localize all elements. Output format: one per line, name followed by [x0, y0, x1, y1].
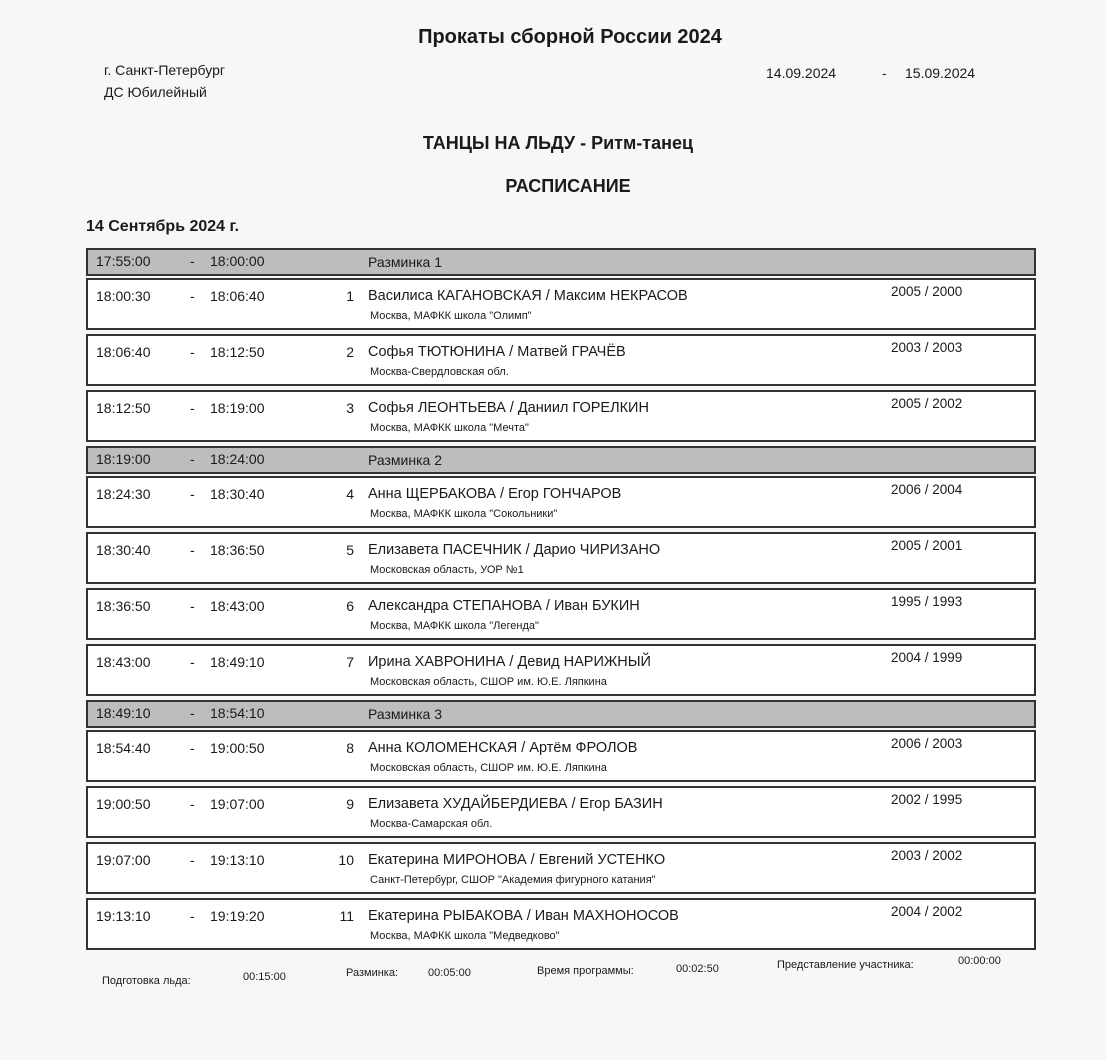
couple-names: Елизавета ХУДАЙБЕРДИЕВА / Егор БАЗИН: [368, 796, 663, 812]
club: Москва, МАФКК школа "Сокольники": [370, 508, 558, 520]
start-time: 18:00:30: [96, 288, 151, 304]
start-time: 19:00:50: [96, 796, 151, 812]
birth-years: 2003 / 2002: [891, 848, 963, 863]
time-dash: -: [190, 288, 195, 304]
time-dash: -: [190, 344, 195, 360]
start-time: 18:24:30: [96, 486, 151, 502]
start-time: 18:49:10: [96, 705, 151, 721]
start-number: 11: [339, 908, 354, 924]
club: Москва-Самарская обл.: [370, 818, 493, 830]
start-time: 18:36:50: [96, 598, 151, 614]
warmup-value: 00:05:00: [428, 967, 471, 979]
ice-prep-label: Подготовка льда:: [102, 975, 191, 987]
intro-value: 00:00:00: [958, 955, 1001, 967]
time-dash: -: [190, 451, 195, 467]
start-time: 17:55:00: [96, 253, 151, 269]
start-time: 18:19:00: [96, 451, 151, 467]
club: Москва, МАФКК школа "Медведково": [370, 930, 560, 942]
time-dash: -: [190, 705, 195, 721]
end-time: 18:24:00: [210, 451, 265, 467]
warmup-label: Разминка 3: [368, 706, 442, 722]
skater-row: [86, 334, 1036, 386]
couple-names: Ирина ХАВРОНИНА / Девид НАРИЖНЫЙ: [368, 654, 651, 670]
time-dash: -: [190, 598, 195, 614]
end-time: 18:06:40: [210, 288, 265, 304]
start-number: 6: [346, 598, 354, 614]
end-time: 18:54:10: [210, 705, 265, 721]
intro-label: Представление участника:: [777, 959, 914, 971]
start-time: 18:43:00: [96, 654, 151, 670]
couple-names: Александра СТЕПАНОВА / Иван БУКИН: [368, 598, 640, 614]
couple-names: Василиса КАГАНОВСКАЯ / Максим НЕКРАСОВ: [368, 288, 688, 304]
club: Москва-Свердловская обл.: [370, 366, 509, 378]
birth-years: 2003 / 2003: [891, 340, 963, 355]
warmup-label: Разминка 1: [368, 254, 442, 270]
skater-row: [86, 476, 1036, 528]
schedule-table: [86, 248, 1036, 954]
start-time: 19:07:00: [96, 852, 151, 868]
club: Москва, МАФКК школа "Мечта": [370, 422, 529, 434]
ice-prep-value: 00:15:00: [243, 971, 286, 983]
skater-row: [86, 644, 1036, 696]
skater-row: [86, 278, 1036, 330]
couple-names: Анна КОЛОМЕНСКАЯ / Артём ФРОЛОВ: [368, 740, 638, 756]
start-time: 19:13:10: [96, 908, 151, 924]
warmup-label: Разминка 2: [368, 452, 442, 468]
program-value: 00:02:50: [676, 963, 719, 975]
end-time: 19:13:10: [210, 852, 265, 868]
birth-years: 2006 / 2004: [891, 482, 963, 497]
warmup-row: [86, 248, 1036, 276]
time-dash: -: [190, 400, 195, 416]
warmup-label: Разминка:: [346, 967, 399, 979]
club: Москва, МАФКК школа "Легенда": [370, 620, 539, 632]
venue: ДС Юбилейный: [104, 84, 207, 100]
birth-years: 2004 / 2002: [891, 904, 963, 919]
skater-row: [86, 898, 1036, 950]
end-time: 19:19:20: [210, 908, 265, 924]
skater-row: [86, 730, 1036, 782]
end-time: 18:19:00: [210, 400, 265, 416]
time-dash: -: [190, 654, 195, 670]
skater-row: [86, 390, 1036, 442]
date-from: 14.09.2024: [766, 65, 837, 81]
club: Москва, МАФКК школа "Олимп": [370, 310, 532, 322]
club: Санкт-Петербург, СШОР "Академия фигурного катания": [370, 874, 656, 886]
birth-years: 2005 / 2001: [891, 538, 963, 553]
skater-row: [86, 588, 1036, 640]
skater-row: [86, 786, 1036, 838]
start-number: 10: [338, 852, 354, 868]
start-time: 18:12:50: [96, 400, 151, 416]
start-number: 7: [346, 654, 354, 670]
document-title: Прокаты сборной России 2024: [418, 26, 722, 48]
start-time: 18:30:40: [96, 542, 151, 558]
schedule-heading: РАСПИСАНИЕ: [505, 176, 631, 196]
end-time: 18:43:00: [210, 598, 265, 614]
end-time: 18:36:50: [210, 542, 265, 558]
warmup-row: [86, 446, 1036, 474]
end-time: 18:12:50: [210, 344, 265, 360]
day-heading: 14 Сентябрь 2024 г.: [86, 218, 240, 235]
club: Московская область, СШОР им. Ю.Е. Ляпкина: [370, 762, 607, 774]
time-dash: -: [190, 253, 195, 269]
birth-years: 2004 / 1999: [891, 650, 963, 665]
time-dash: -: [190, 908, 195, 924]
start-number: 1: [346, 288, 354, 304]
couple-names: Екатерина МИРОНОВА / Евгений УСТЕНКО: [368, 852, 666, 868]
city: г. Санкт-Петербург: [104, 62, 225, 78]
time-dash: -: [190, 852, 195, 868]
time-dash: -: [190, 486, 195, 502]
end-time: 19:00:50: [210, 740, 265, 756]
time-dash: -: [190, 796, 195, 812]
birth-years: 2005 / 2000: [891, 284, 963, 299]
start-number: 8: [346, 740, 354, 756]
couple-names: Анна ЩЕРБАКОВА / Егор ГОНЧАРОВ: [368, 486, 622, 502]
start-time: 18:06:40: [96, 344, 151, 360]
end-time: 18:49:10: [210, 654, 265, 670]
start-time: 18:54:40: [96, 740, 151, 756]
time-dash: -: [190, 542, 195, 558]
birth-years: 2006 / 2003: [891, 736, 963, 751]
end-time: 18:30:40: [210, 486, 265, 502]
time-dash: -: [190, 740, 195, 756]
skater-row: [86, 532, 1036, 584]
club: Московская область, СШОР им. Ю.Е. Ляпкина: [370, 676, 607, 688]
couple-names: Софья ЛЕОНТЬЕВА / Даниил ГОРЕЛКИН: [368, 400, 649, 416]
date-separator: -: [882, 65, 887, 81]
start-number: 3: [346, 400, 354, 416]
birth-years: 2002 / 1995: [891, 792, 963, 807]
discipline-heading: ТАНЦЫ НА ЛЬДУ - Ритм-танец: [422, 133, 694, 153]
date-to: 15.09.2024: [905, 65, 976, 81]
club: Московская область, УОР №1: [370, 564, 524, 576]
skater-row: [86, 842, 1036, 894]
birth-years: 1995 / 1993: [891, 594, 963, 609]
start-number: 5: [346, 542, 354, 558]
couple-names: Екатерина РЫБАКОВА / Иван МАХНОНОСОВ: [368, 908, 679, 924]
program-label: Время программы:: [537, 965, 634, 977]
warmup-row: [86, 700, 1036, 728]
start-number: 4: [346, 486, 354, 502]
end-time: 18:00:00: [210, 253, 265, 269]
end-time: 19:07:00: [210, 796, 265, 812]
start-number: 2: [346, 344, 354, 360]
couple-names: Софья ТЮТЮНИНА / Матвей ГРАЧЁВ: [368, 344, 626, 360]
start-number: 9: [346, 796, 354, 812]
couple-names: Елизавета ПАСЕЧНИК / Дарио ЧИРИЗАНО: [368, 542, 661, 558]
birth-years: 2005 / 2002: [891, 396, 963, 411]
